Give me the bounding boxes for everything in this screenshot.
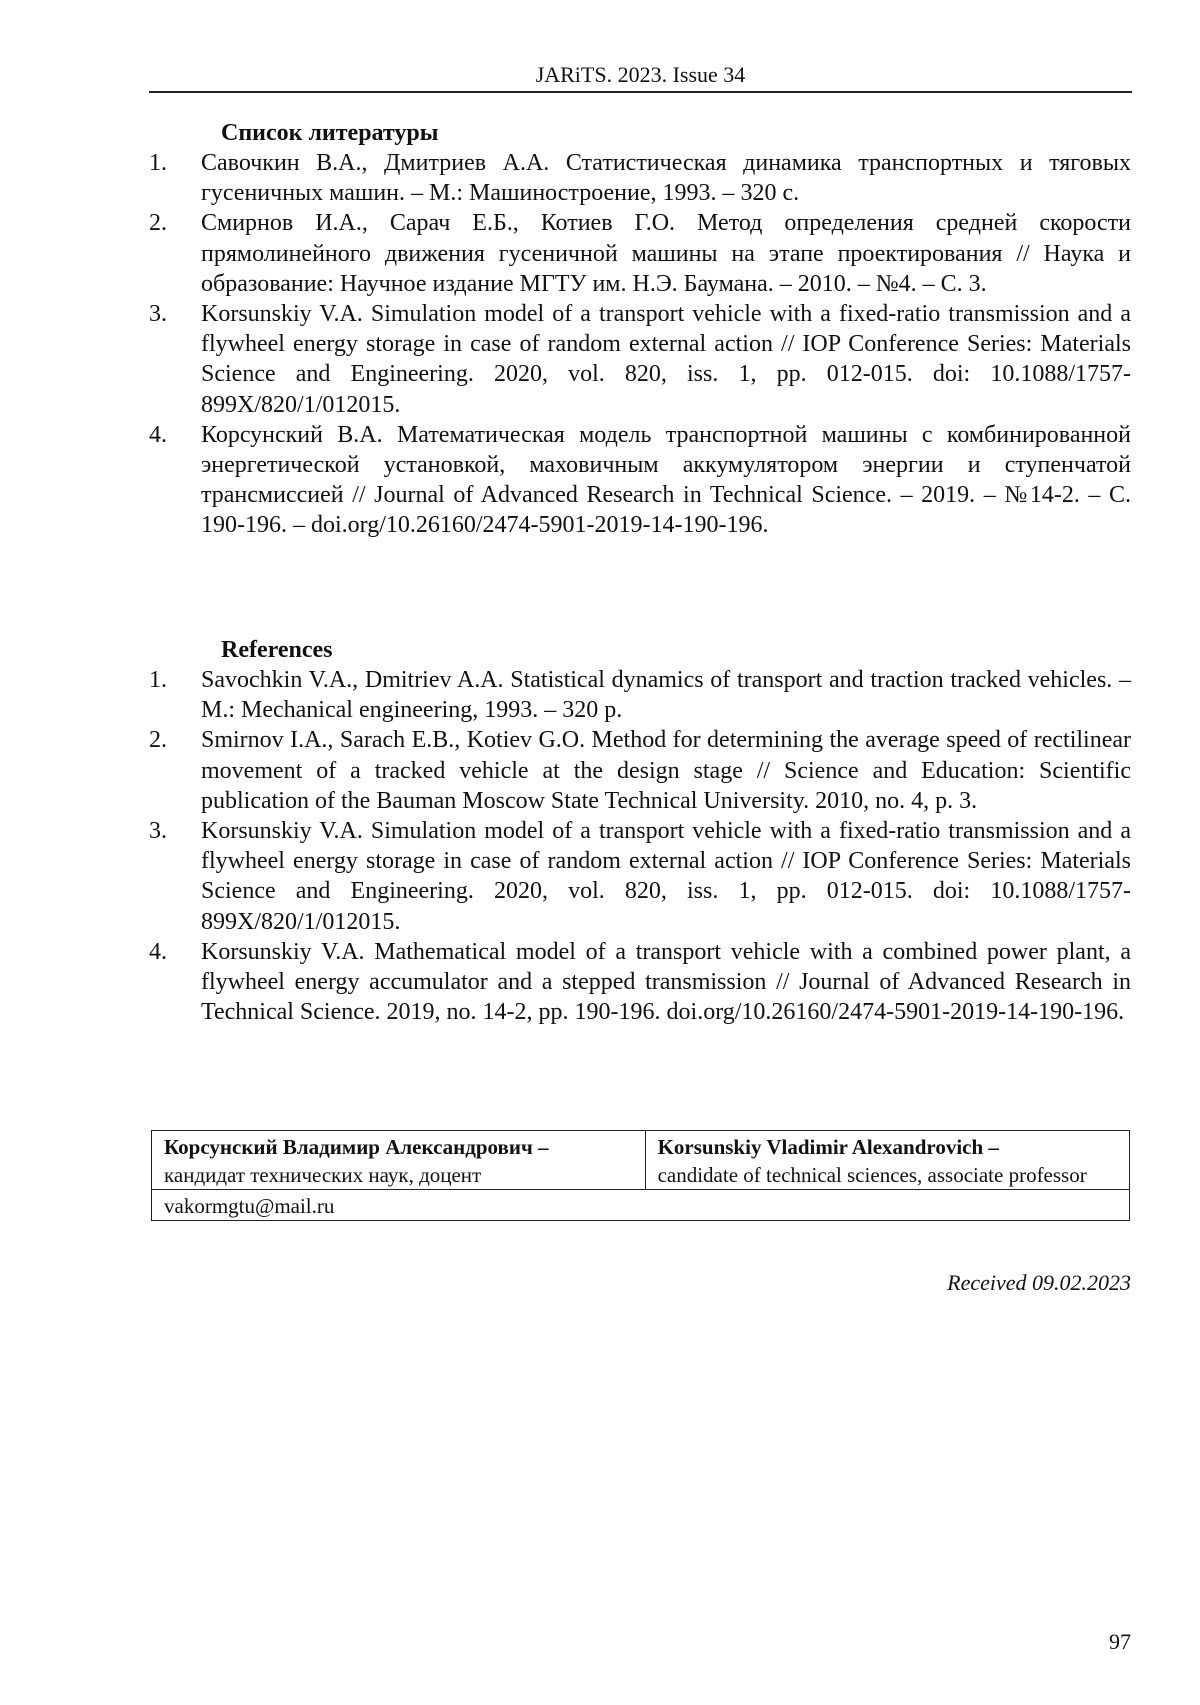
references-en-title: References <box>221 637 333 663</box>
reference-text: Korsunskiy V.A. Simulation model of a transport vehicle with a fixed-ratio transmission and a flywheel energy storage in case of random external action // IOP Conference Series: Materials Science and Engineering. 2020, vol. 820, iss. 1, pp. 012-015. doi: 10.1088/1757-899X/820/1/012015. <box>201 301 1131 418</box>
author-email: vakormgtu@mail.ru <box>152 1190 1130 1221</box>
reference-item <box>149 816 1131 937</box>
reference-item <box>149 208 1131 299</box>
reference-item <box>149 937 1131 1028</box>
reference-item <box>149 725 1131 816</box>
author-title-en: candidate of technical sciences, associate professor <box>657 1163 1087 1187</box>
reference-number: 4. <box>149 421 167 448</box>
reference-text: Смирнов И.А., Сарач Е.Б., Котиев Г.О. Метод определения средней скорости прямолинейного движения гусеничной машины на этапе проектирования // Наука и образование: Научное издание МГТУ им. Н.Э. Баумана. – 2010. – №4. – С. 3. <box>201 210 1131 297</box>
reference-number: 2. <box>149 210 167 237</box>
reference-item <box>149 148 1131 208</box>
references-ru-section <box>149 118 1131 541</box>
reference-text: Korsunskiy V.A. Mathematical model of a transport vehicle with a combined power plant, a flywheel energy accumulator and a stepped transmission // Journal of Advanced Research in Technical Science. 2019, no. 14-2, pp. 190-196. doi.org/10.26160/2474-5901-2019-14-190-196. <box>201 938 1131 1026</box>
author-info-table <box>151 1130 1130 1221</box>
reference-item <box>149 665 1131 725</box>
reference-item <box>149 420 1131 541</box>
reference-number: 1. <box>149 150 167 176</box>
page-number: 97 <box>1109 1629 1131 1654</box>
author-name-en: Korsunskiy Vladimir Alexandrovich – <box>657 1135 999 1159</box>
author-row <box>152 1131 1130 1190</box>
reference-number: 2. <box>149 727 167 754</box>
reference-number: 4. <box>149 938 167 965</box>
received-date: Received 09.02.2023 <box>947 1270 1131 1295</box>
references-en-list <box>149 665 1131 1027</box>
references-ru-title: Список литературы <box>221 120 439 146</box>
author-title-ru: кандидат технических наук, доцент <box>164 1163 482 1187</box>
header-rule <box>149 91 1132 93</box>
references-en-section <box>149 635 1131 1027</box>
reference-text: Korsunskiy V.A. Simulation model of a transport vehicle with a fixed-ratio transmission and a flywheel energy storage in case of random external action // IOP Conference Series: Materials Science and Engineering. 2020, vol. 820, iss. 1, pp. 012-015. doi: 10.1088/1757-899X/820/1/012015. <box>201 818 1131 935</box>
running-header: JARiTS. 2023. Issue 34 <box>535 62 746 87</box>
reference-text: Савочкин В.А., Дмитриев А.А. Статистическая динамика транспортных и тяговых гусеничных машин. – М.: Машиностроение, 1993. – 320 с. <box>201 150 1131 207</box>
author-cell-en <box>645 1131 1129 1190</box>
references-ru-list <box>149 148 1131 541</box>
reference-item <box>149 299 1131 420</box>
email-row <box>152 1190 1130 1221</box>
reference-number: 3. <box>149 818 167 845</box>
reference-number: 3. <box>149 301 167 328</box>
author-name-ru: Корсунский Владимир Александрович – <box>164 1135 549 1159</box>
author-cell-ru <box>152 1131 646 1190</box>
reference-text: Корсунский В.А. Математическая модель транспортной машины с комбинированной энергетической установкой, маховичным аккумулятором энергии и ступенчатой трансмиссией // Journal of Advanced Research in Technical Science. – 2019. – №14-2. – С. 190-196. – doi.org/10.26160/2474-5901-2019-14-190-196. <box>201 421 1131 539</box>
reference-number: 1. <box>149 667 167 693</box>
reference-text: Savochkin V.A., Dmitriev A.A. Statistical dynamics of transport and traction tracked vehicles. – M.: Mechanical engineering, 1993. – 320 p. <box>201 667 1131 724</box>
reference-text: Smirnov I.A., Sarach E.B., Kotiev G.O. Method for determining the average speed of rectilinear movement of a tracked vehicle at the design stage // Science and Education: Scientific publication of the Bauman Moscow State Technical University. 2010, no. 4, p. 3. <box>201 727 1131 814</box>
